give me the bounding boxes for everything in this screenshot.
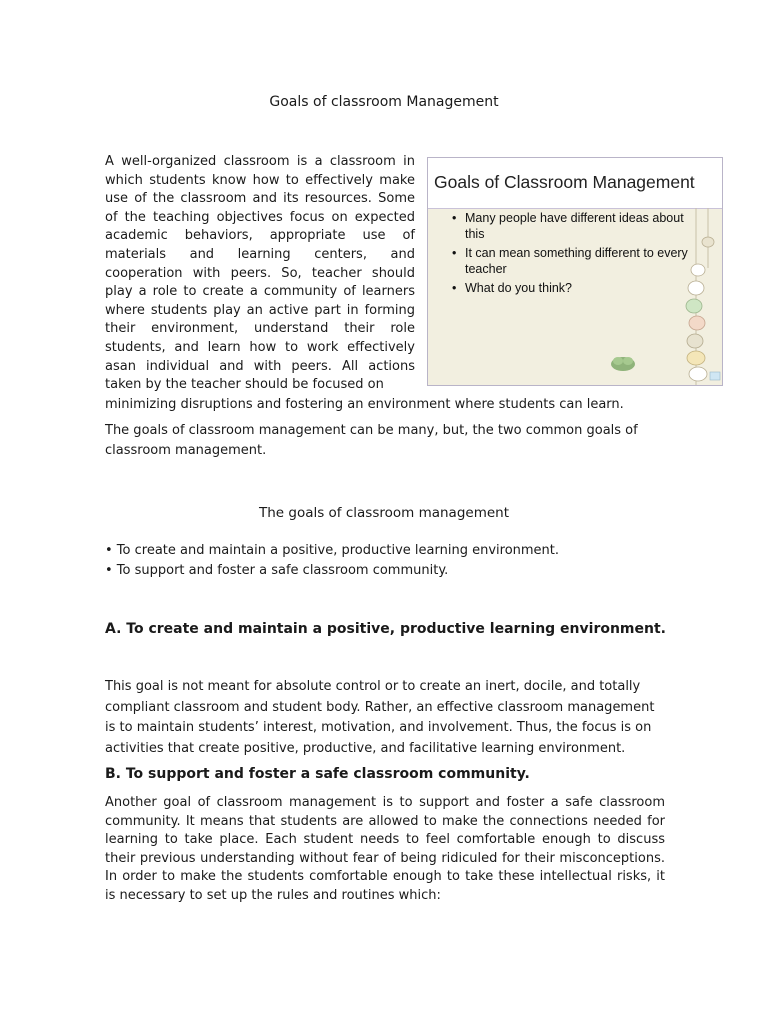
slide-header (428, 158, 722, 209)
document-title: Goals of classroom Management (269, 94, 499, 110)
slide-bullet-list (452, 210, 692, 299)
slide-bullet: • It can mean something different to every teacher (452, 245, 692, 277)
intro-paragraph-tail: minimizing disruptions and fostering an environment where students can learn. (105, 397, 624, 412)
plant-illustration (608, 352, 638, 372)
intro-paragraph: A well-organized classroom is a classroom in which students know how to effectively make use of the classroom and its resources. Some of the teaching objectives focus on expected academic behaviors, appropriate use of materials and learning centers, and cooperation with peers. So, teacher should play a role to create a community of learners where students play an active part in forming their environment, understand their role students, and learn how to work effectively asan individual and with peers. All actions taken by the teacher should be focused on (105, 154, 415, 393)
heading-b: B. To support and foster a safe classroom community. (105, 766, 530, 782)
slide-bullet: • What do you think? (452, 280, 692, 296)
heading-a: A. To create and maintain a positive, productive learning environment. (105, 621, 666, 637)
slide-image (427, 157, 723, 386)
hanging-characters-illustration (668, 208, 722, 386)
section-heading: The goals of classroom management (258, 505, 510, 521)
paragraph-a: This goal is not meant for absolute control or to create an inert, docile, and totally compliant classroom and student body. Rather, an effective classroom management is to maintain students’ interest, motivation, and involvement. Thus, the focus is on activities that create positive, productive, and facilitative learning environment. (105, 679, 655, 756)
two-goals-paragraph: The goals of classroom management can be many, but, the two common goals of classroom management. (105, 423, 638, 458)
slide-title: Goals of Classroom Management (434, 172, 695, 192)
slide-bullet: • Many people have different ideas about this (452, 210, 692, 242)
goal-bullet: • To support and foster a safe classroom community. (105, 563, 449, 578)
goals-bullet-list (105, 541, 665, 581)
goal-bullet: • To create and maintain a positive, productive learning environment. (105, 543, 560, 558)
paragraph-b: Another goal of classroom management is to support and foster a safe classroom community. It means that students are allowed to make the connections needed for learning to take place. Each student needs to feel comfortable enough to discuss their previous understanding without fear of being ridiculed for their misconceptions. In order to make the students comfortable enough to take these intellectual risks, it is necessary to set up the rules and routines which: (105, 795, 665, 903)
